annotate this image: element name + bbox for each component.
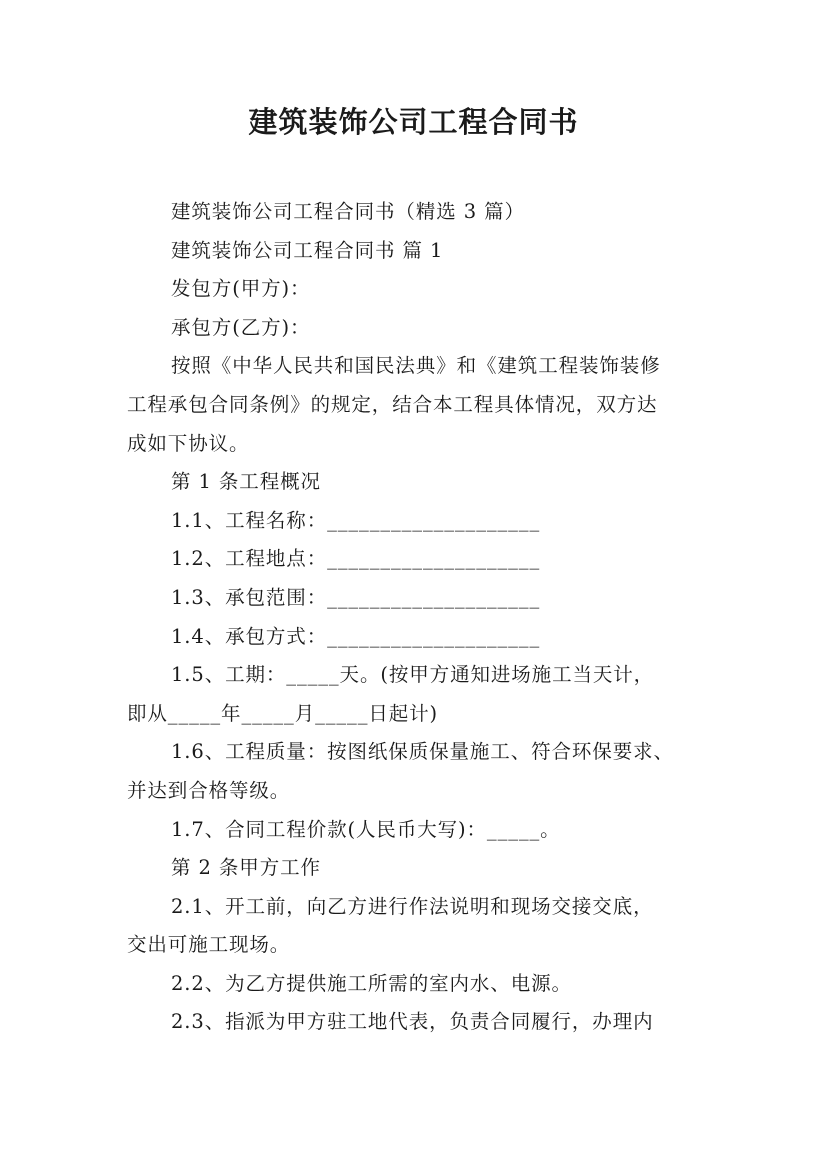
text-line: 交出可施工现场。 — [127, 933, 291, 957]
text-line: 1.6、工程质量：按图纸保质保量施工、符合环保要求、 — [171, 740, 674, 764]
text-line: 2.2、为乙方提供施工所需的室内水、电源。 — [171, 971, 572, 995]
text-line: 第 2 条甲方工作 — [171, 856, 321, 880]
text-line: 即从_____年_____月_____日起计) — [127, 701, 439, 725]
text-line: 承包方(乙方)： — [171, 315, 311, 339]
text-line: 按照《中华人民共和国民法典》和《建筑工程装饰装修 — [171, 354, 661, 378]
text-line: 1.4、承包方式：____________________ — [171, 624, 541, 648]
text-line: 工程承包合同条例》的规定，结合本工程具体情况，双方达 — [127, 392, 658, 416]
text-line: 发包方(甲方)： — [171, 277, 311, 301]
text-line: 1.1、工程名称：____________________ — [171, 508, 541, 532]
text-line: 1.2、工程地点：____________________ — [171, 547, 541, 571]
document-body — [127, 193, 717, 1042]
text-line: 1.5、工期：_____天。(按甲方通知进场施工当天计， — [171, 663, 655, 687]
text-line: 成如下协议。 — [127, 431, 250, 455]
text-line: 1.3、承包范围：____________________ — [171, 585, 541, 609]
text-line: 建筑装饰公司工程合同书 篇 1 — [171, 238, 444, 262]
text-line: 并达到合格等级。 — [127, 778, 291, 802]
text-line: 2.1、开工前，向乙方进行作法说明和现场交接交底， — [171, 894, 654, 918]
text-line: 建筑装饰公司工程合同书（精选 3 篇） — [171, 200, 525, 223]
text-line: 1.7、合同工程价款(人民币大写)：_____。 — [171, 817, 561, 841]
text-line: 第 1 条工程概况 — [171, 470, 321, 494]
document-title: 建筑装饰公司工程合同书 — [248, 105, 579, 139]
text-line: 2.3、指派为甲方驻工地代表，负责合同履行，办理内 — [171, 1010, 654, 1034]
